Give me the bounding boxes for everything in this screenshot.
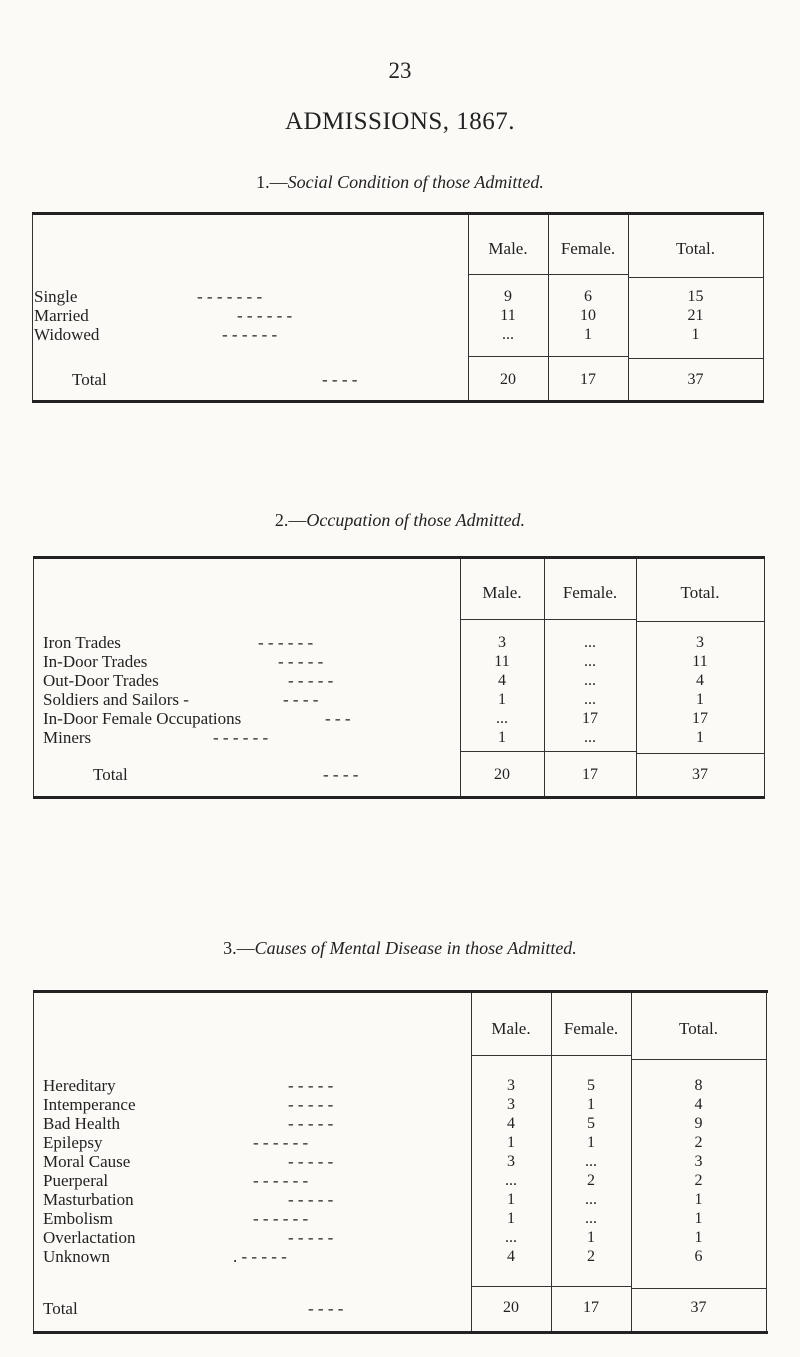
cell-female: 17 [580, 371, 596, 388]
leader-dashes: - - - - - [288, 1114, 334, 1133]
cell-female: ... [584, 729, 596, 746]
row-label: Epilepsy [43, 1133, 103, 1152]
cell-male: ... [505, 1172, 517, 1189]
cell-female: 17 [582, 766, 598, 783]
column-header-total: Total. [680, 583, 720, 602]
cell-female: 5 [587, 1077, 595, 1094]
cell-total: 15 [687, 288, 704, 305]
cell-female: ... [584, 653, 596, 670]
cell-total: 17 [692, 710, 708, 727]
cell-total: 3 [696, 634, 704, 651]
column-header-female: Female. [562, 583, 618, 602]
table-2-caption: 2.—Occupation of those Admitted. [274, 510, 526, 530]
leader-dashes: - - - - - - [237, 306, 293, 325]
leader-dashes: - - - - - - [258, 633, 314, 652]
cell-male: 9 [504, 288, 512, 305]
cell-total: 2 [694, 1134, 703, 1151]
cell-male: 1 [507, 1191, 515, 1208]
occupation-table [33, 556, 765, 799]
cell-female: 1 [587, 1134, 595, 1151]
cell-male: ... [496, 710, 508, 727]
cell-total: 4 [694, 1096, 703, 1113]
row-label: In-Door Trades [43, 652, 148, 671]
cell-male: 3 [507, 1077, 515, 1094]
cell-male: 1 [498, 691, 506, 708]
row-label: Embolism [43, 1209, 113, 1228]
column-header-female: Female. [563, 1019, 619, 1038]
column-header-male: Male. [482, 583, 522, 602]
cell-total: 1 [691, 326, 700, 343]
leader-dashes: - - - - - - - [197, 287, 263, 306]
cell-total: 11 [692, 653, 708, 670]
leader-dashes: - - - - - - [253, 1171, 309, 1190]
cell-total: 4 [696, 672, 704, 689]
table-3-caption-text: Causes of Mental Disease in those Admitted. [254, 938, 577, 958]
leader-dashes: - - - - - [288, 1152, 334, 1171]
row-label: Widowed [34, 325, 100, 344]
row-label: Moral Cause [43, 1152, 131, 1171]
table-3-caption: 3.—Causes of Mental Disease in those Admitted. [223, 938, 577, 958]
cell-female: 2 [587, 1248, 595, 1265]
cell-male: 11 [500, 307, 516, 324]
row-label: In-Door Female Occupations [43, 709, 242, 728]
leader-dashes: - - - - - [288, 1228, 334, 1247]
row-label: Overlactation [43, 1228, 136, 1247]
cell-total: 2 [694, 1172, 703, 1189]
cell-female: ... [584, 634, 596, 651]
leader-dashes: - - - - - [288, 1095, 334, 1114]
table-3-number: 3. [223, 938, 237, 958]
leader-dashes: - - - - [323, 765, 359, 784]
row-label: Out-Door Trades [43, 671, 159, 690]
cell-female: 2 [587, 1172, 595, 1189]
cell-female: ... [585, 1210, 597, 1227]
cell-total: 1 [694, 1191, 703, 1208]
cell-total: 1 [696, 691, 704, 708]
cell-total: 1 [694, 1210, 703, 1227]
cell-total: 37 [690, 1299, 707, 1316]
row-label: Single [34, 287, 78, 306]
cell-male: 4 [507, 1248, 515, 1265]
leader-dashes: - - - - - [288, 671, 334, 690]
cell-total: 1 [696, 729, 704, 746]
cell-male: 4 [507, 1115, 515, 1132]
cell-male: ... [505, 1229, 517, 1246]
cell-female: 1 [587, 1229, 595, 1246]
row-label: Miners [43, 728, 92, 747]
cell-total: 9 [694, 1115, 703, 1132]
table-1-caption: 1.—Social Condition of those Admitted. [256, 172, 544, 192]
leader-dashes: - - - - - - [213, 728, 269, 747]
cell-male: 3 [507, 1096, 515, 1113]
column-header-total: Total. [676, 239, 715, 258]
leader-dashes: - - - [325, 709, 351, 728]
total-label: Total [72, 370, 107, 389]
cell-male: 20 [503, 1299, 519, 1316]
page-number: 23 [388, 58, 412, 83]
row-label: Iron Trades [43, 633, 121, 652]
cell-male: 20 [500, 371, 516, 388]
cell-male: 3 [498, 634, 506, 651]
cell-female: 17 [582, 710, 598, 727]
total-label: Total [43, 1299, 78, 1318]
row-label: Married [34, 306, 89, 325]
page-heading: ADMISSIONS, 1867. [284, 108, 516, 135]
column-header-female: Female. [560, 239, 616, 258]
table-1-caption-text: Social Condition of those Admitted. [287, 172, 544, 192]
cell-female: 1 [584, 326, 592, 343]
cell-male: 20 [494, 766, 510, 783]
table-2-caption-text: Occupation of those Admitted. [306, 510, 526, 530]
cell-male: 11 [494, 653, 510, 670]
cell-female: ... [584, 691, 596, 708]
row-label: Intemperance [43, 1095, 136, 1114]
cell-male: 1 [498, 729, 506, 746]
social-condition-table [32, 212, 764, 403]
cell-total: 1 [694, 1229, 703, 1246]
cell-female: 6 [584, 288, 592, 305]
row-label: Hereditary [43, 1076, 116, 1095]
row-label: Unknown [43, 1247, 111, 1266]
row-label: Bad Health [43, 1114, 120, 1133]
leader-dashes: - - - - - [288, 1076, 334, 1095]
row-label: Masturbation [43, 1190, 134, 1209]
cell-total: 37 [692, 766, 708, 783]
cell-female: 17 [583, 1299, 599, 1316]
cell-male: 1 [507, 1210, 515, 1227]
cell-total: 21 [687, 307, 704, 324]
leader-dashes: - - - - [308, 1299, 344, 1318]
cell-total: 3 [694, 1153, 703, 1170]
cell-female: ... [585, 1153, 597, 1170]
leader-dashes: - - - - - [278, 652, 324, 671]
cell-total: 6 [694, 1248, 703, 1265]
cell-male: 1 [507, 1134, 515, 1151]
leader-dashes: - - - - [322, 370, 358, 389]
row-label: Soldiers and Sailors - [43, 690, 189, 709]
cell-male: 4 [498, 672, 506, 689]
cell-female: 5 [587, 1115, 595, 1132]
cell-male: ... [502, 326, 514, 343]
column-header-male: Male. [488, 239, 528, 258]
cell-total: 37 [687, 371, 704, 388]
leader-dashes: - - - - - - [253, 1133, 309, 1152]
leader-dashes: . - - - - - [233, 1247, 287, 1266]
leader-dashes: - - - - - - [222, 325, 278, 344]
table-2-number: 2. [274, 510, 289, 530]
causes-table [33, 990, 768, 1334]
column-header-male: Male. [491, 1019, 531, 1038]
cell-total: 8 [694, 1077, 703, 1094]
cell-female: 1 [587, 1096, 595, 1113]
column-header-total: Total. [679, 1019, 718, 1038]
leader-dashes: - - - - - - [253, 1209, 309, 1228]
cell-female: ... [585, 1191, 597, 1208]
cell-female: 10 [580, 307, 596, 324]
total-label: Total [93, 765, 128, 784]
cell-male: 3 [507, 1153, 515, 1170]
row-label: Puerperal [43, 1171, 109, 1190]
leader-dashes: - - - - [283, 690, 319, 709]
leader-dashes: - - - - - [288, 1190, 334, 1209]
cell-female: ... [584, 672, 596, 689]
table-1-number: 1. [256, 172, 270, 192]
